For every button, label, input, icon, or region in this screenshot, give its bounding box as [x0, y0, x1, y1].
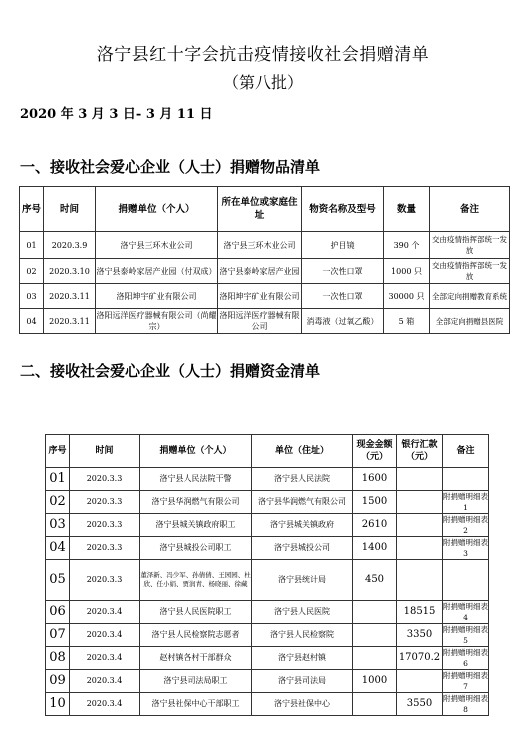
- table-header-row: [20, 187, 510, 232]
- cell-item: 消毒液（过氧乙酸）: [302, 309, 384, 334]
- cell-date: 2020.3.10: [44, 259, 96, 284]
- cell-remark: 附捐赠明细表 6: [443, 648, 488, 668]
- cell-cash: [353, 693, 397, 716]
- section-goods-heading: 一、接收社会爱心企业（人士）捐赠物品清单: [20, 158, 321, 176]
- table-row: [20, 309, 510, 334]
- cell-unit: 洛宁县司法局: [252, 670, 353, 693]
- cell-cash: [353, 601, 397, 624]
- cell-unit: 洛宁县人民法院: [252, 468, 353, 491]
- table-row: [46, 560, 489, 601]
- cell-remark: 附捐赠明细表 7: [443, 671, 488, 691]
- column-header: 备注: [443, 435, 489, 468]
- cell-no: 02: [46, 491, 70, 514]
- cell-donor: 洛宁县泰岭家居产业园（付双成）: [96, 259, 218, 284]
- document-subtitle: （第八批）: [222, 73, 303, 92]
- cell-no: 10: [46, 693, 70, 716]
- cell-bank: 3550: [397, 693, 443, 716]
- cell-donor: 洛宁县人民检察院志愿者: [140, 624, 252, 647]
- cell-no: 03: [20, 284, 44, 309]
- cell-address: 洛宁县泰岭家居产业园: [218, 259, 302, 284]
- cell-bank: [397, 560, 443, 601]
- cell-qty: 30000 只: [384, 284, 430, 309]
- cell-remark: 附捐赠明细表 3: [443, 538, 488, 558]
- table-row: [46, 670, 489, 693]
- column-header: 序号: [20, 187, 44, 232]
- cell-date: 2020.3.3: [70, 537, 140, 560]
- column-header: 捐赠单位（个人）: [140, 435, 252, 468]
- column-header: 现金金额（元）: [353, 435, 397, 468]
- cell-bank: 18515: [397, 601, 443, 624]
- cell-qty: 390 个: [384, 232, 430, 259]
- cell-bank: [397, 670, 443, 693]
- cell-remark: 附捐赠明细表 8: [443, 694, 488, 714]
- cell-unit: 洛宁县城投公司: [252, 537, 353, 560]
- date-range: 2020 年 3 月 3 日- 3 月 11 日: [20, 107, 213, 122]
- table-row: [46, 647, 489, 670]
- table-row: [46, 624, 489, 647]
- cell-donor: 洛宁县华润燃气有限公司: [140, 491, 252, 514]
- funds-donation-table: [45, 434, 489, 716]
- column-header: 捐赠单位（个人）: [96, 187, 218, 232]
- cell-qty: 5 箱: [384, 309, 430, 334]
- cell-unit: 洛宁县城关镇政府: [252, 514, 353, 537]
- cell-remark: 附捐赠明细表 2: [443, 515, 488, 535]
- column-header: 时间: [44, 187, 96, 232]
- cell-date: 2020.3.3: [70, 491, 140, 514]
- cell-no: 07: [46, 624, 70, 647]
- cell-date: 2020.3.11: [44, 309, 96, 334]
- cell-cash: 1500: [353, 491, 397, 514]
- cell-remark: 全部定向捐赠县医院: [430, 309, 510, 334]
- cell-donor: 董泽新、冯少军、孙倩倩、王园园、杜欣、任小娟、贾润青、杨晓丽、徐藏: [140, 560, 252, 601]
- table-row: [46, 491, 489, 514]
- cell-unit: 洛宁县统计局: [252, 560, 353, 601]
- cell-remark: [443, 560, 489, 601]
- cell-donor: 洛宁县三环木业公司: [96, 232, 218, 259]
- goods-donation-table: [19, 186, 510, 334]
- cell-address: 洛阳远洋医疗器械有限公司: [218, 309, 302, 334]
- cell-date: 2020.3.9: [44, 232, 96, 259]
- cell-item: 一次性口罩: [302, 284, 384, 309]
- cell-cash: [353, 624, 397, 647]
- cell-remark: 附捐赠明细表 5: [443, 625, 488, 645]
- cell-address: 洛阳坤宇矿业有限公司: [218, 284, 302, 309]
- cell-cash: 1400: [353, 537, 397, 560]
- document-title: 洛宁县红十字会抗击疫情接收社会捐赠清单: [96, 45, 430, 65]
- cell-no: 05: [46, 560, 70, 601]
- cell-no: 08: [46, 647, 70, 670]
- cell-bank: [397, 514, 443, 537]
- column-header: 时间: [70, 435, 140, 468]
- table-row: [46, 693, 489, 716]
- cell-donor: 赵村镇各村干部群众: [140, 647, 252, 670]
- cell-bank: [397, 468, 443, 491]
- cell-unit: 洛宁县华润燃气有限公司: [252, 491, 353, 514]
- cell-bank: 17070.2: [397, 647, 443, 670]
- cell-no: 09: [46, 670, 70, 693]
- cell-bank: [397, 491, 443, 514]
- cell-cash: [353, 647, 397, 670]
- cell-bank: [397, 537, 443, 560]
- cell-remark: 交由疫情指挥部统一发放: [430, 259, 510, 284]
- cell-date: 2020.3.11: [44, 284, 96, 309]
- cell-date: 2020.3.4: [70, 601, 140, 624]
- cell-no: 06: [46, 601, 70, 624]
- column-header: 数量: [384, 187, 430, 232]
- cell-unit: 洛宁县人民检察院: [252, 624, 353, 647]
- table-row: [20, 284, 510, 309]
- cell-item: 一次性口罩: [302, 259, 384, 284]
- column-header: 物资名称及型号: [302, 187, 384, 232]
- column-header: 银行汇款（元）: [397, 435, 443, 468]
- cell-date: 2020.3.3: [70, 514, 140, 537]
- table-row: [20, 232, 510, 259]
- column-header: 所在单位或家庭住址: [218, 187, 302, 232]
- cell-qty: 1000 只: [384, 259, 430, 284]
- cell-donor: 洛宁县人民法院干警: [140, 468, 252, 491]
- cell-remark: 附捐赠明细表 4: [443, 602, 488, 622]
- column-header: 单位（住址）: [252, 435, 353, 468]
- cell-unit: 洛宁县人民医院: [252, 601, 353, 624]
- cell-date: 2020.3.4: [70, 693, 140, 716]
- cell-item: 护目镜: [302, 232, 384, 259]
- cell-date: 2020.3.3: [70, 560, 140, 601]
- table-row: [46, 468, 489, 491]
- cell-remark: 附捐赠明细表 1: [443, 492, 488, 512]
- cell-no: 01: [46, 468, 70, 491]
- cell-date: 2020.3.4: [70, 647, 140, 670]
- cell-no: 02: [20, 259, 44, 284]
- cell-cash: 2610: [353, 514, 397, 537]
- cell-donor: 洛宁县社保中心干部职工: [140, 693, 252, 716]
- table-row: [46, 537, 489, 560]
- cell-unit: 洛宁县赵村镇: [252, 647, 353, 670]
- cell-address: 洛宁县三环木业公司: [218, 232, 302, 259]
- cell-date: 2020.3.4: [70, 670, 140, 693]
- cell-donor: 洛宁县司法局职工: [140, 670, 252, 693]
- cell-donor: 洛阳坤宇矿业有限公司: [96, 284, 218, 309]
- cell-no: 04: [20, 309, 44, 334]
- cell-cash: 1600: [353, 468, 397, 491]
- cell-donor: 洛宁县城投公司职工: [140, 537, 252, 560]
- cell-no: 03: [46, 514, 70, 537]
- section-funds-heading: 二、接收社会爱心企业（人士）捐赠资金清单: [20, 362, 321, 380]
- cell-no: 04: [46, 537, 70, 560]
- table-row: [46, 601, 489, 624]
- table-row: [46, 514, 489, 537]
- cell-cash: 1000: [353, 670, 397, 693]
- cell-donor: 洛宁县人民医院职工: [140, 601, 252, 624]
- cell-donor: 洛阳远洋医疗器械有限公司（尚耀宗）: [96, 309, 218, 334]
- cell-date: 2020.3.3: [70, 468, 140, 491]
- cell-bank: 3350: [397, 624, 443, 647]
- table-row: [20, 259, 510, 284]
- cell-date: 2020.3.4: [70, 624, 140, 647]
- column-header: 序号: [46, 435, 70, 468]
- cell-donor: 洛宁县城关镇政府职工: [140, 514, 252, 537]
- cell-no: 01: [20, 232, 44, 259]
- cell-remark: 交由疫情指挥部统一发放: [430, 232, 510, 259]
- table-header-row: [46, 435, 489, 468]
- column-header: 备注: [430, 187, 510, 232]
- cell-cash: 450: [353, 560, 397, 601]
- cell-remark: [443, 468, 489, 491]
- cell-unit: 洛宁县社保中心: [252, 693, 353, 716]
- cell-remark: 全部定向捐赠教育系统: [430, 284, 510, 309]
